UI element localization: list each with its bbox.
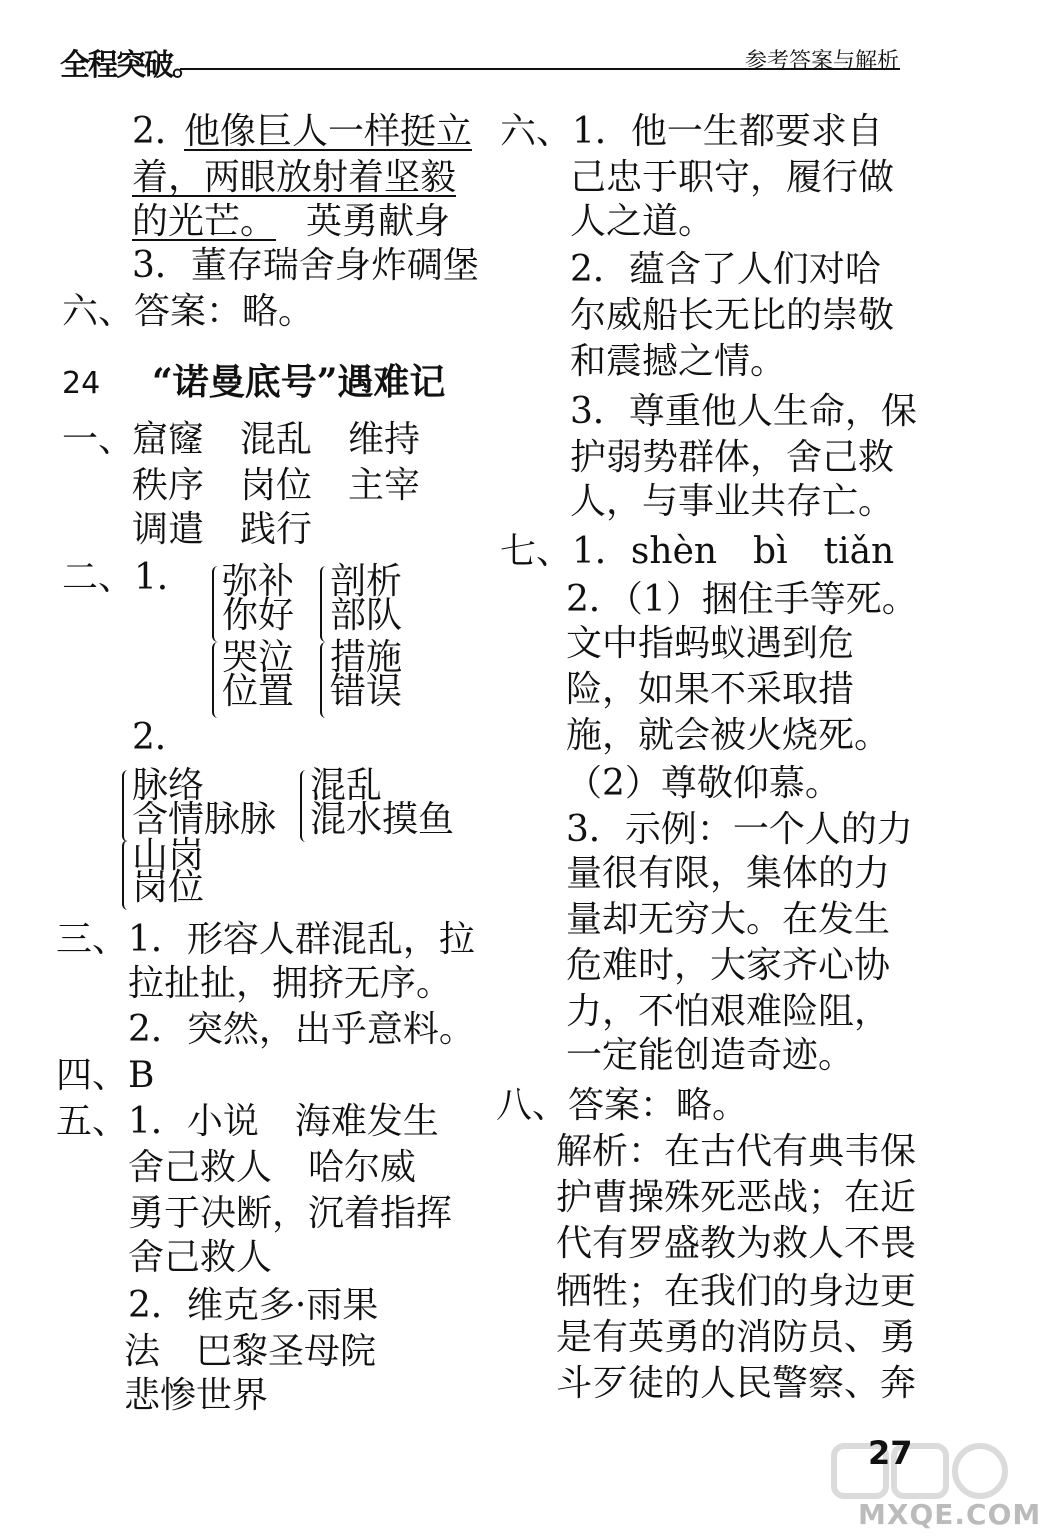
pair-1-b: 你好 bbox=[222, 595, 295, 636]
section-5-row-2: 舍己救人 哈尔威 bbox=[128, 1147, 417, 1188]
section-3-row-3: 2．突然，出乎意料。 bbox=[128, 1009, 475, 1050]
left-line-2: 着，两眼放射着坚毅 bbox=[132, 157, 457, 198]
right-line-15: （2）尊敬仰慕。 bbox=[566, 763, 841, 804]
section-4: 四、B bbox=[56, 1055, 155, 1096]
brace-1 bbox=[212, 566, 222, 642]
poly-1-a: 脉络 bbox=[132, 765, 205, 806]
right-line-25: 代有罗盛教为救人不畏 bbox=[556, 1223, 917, 1264]
right-line-27: 是有英勇的消防员、勇 bbox=[556, 1317, 917, 1358]
section-5-row-3: 勇于决断，沉着指挥 bbox=[128, 1193, 453, 1234]
section-3-row-2: 拉扯扯，拥挤无序。 bbox=[128, 963, 453, 1004]
section-1-row-3: 调遣 践行 bbox=[132, 509, 313, 550]
pair-4-b: 错误 bbox=[330, 671, 403, 712]
lesson-number: 24 bbox=[62, 366, 101, 401]
right-line-18: 量却无穷大。在发生 bbox=[566, 899, 891, 940]
right-line-12: 文中指蚂蚁遇到危 bbox=[566, 623, 855, 664]
right-line-7: 3．尊重他人生命，保 bbox=[570, 391, 917, 432]
right-line-13: 险，如果不采取措 bbox=[566, 669, 855, 710]
right-line-24: 护曹操殊死恶战；在近 bbox=[556, 1177, 917, 1218]
right-line-2: 己忠于职守，履行做 bbox=[570, 157, 895, 198]
right-line-19: 危难时，大家齐心协 bbox=[566, 945, 891, 986]
poly-2-a: 混乱 bbox=[310, 765, 383, 806]
brace-4 bbox=[320, 642, 330, 718]
right-line-26: 牺牲；在我们的身边更 bbox=[556, 1271, 917, 1312]
header-right-title: 参考答案与解析 bbox=[744, 49, 899, 74]
right-line-10: 七、1．shèn bì tiǎn bbox=[500, 531, 895, 572]
right-line-4: 2．蕴含了人们对哈 bbox=[570, 249, 881, 290]
pair-3-a: 哭泣 bbox=[222, 637, 295, 678]
section-1-row-2: 秩序 岗位 主宰 bbox=[132, 465, 421, 506]
section-5-row-5: 2．维克多·雨果 bbox=[128, 1285, 379, 1326]
watermark-text: MXQE.COM bbox=[858, 1498, 1041, 1531]
pair-2-a: 剖析 bbox=[330, 561, 403, 602]
brace-2 bbox=[320, 566, 330, 642]
section-2-item-2: 2． bbox=[132, 717, 191, 758]
poly-3-b: 岗位 bbox=[132, 867, 205, 908]
right-line-1: 六、1．他一生都要求自 bbox=[500, 111, 883, 152]
lesson-title: “诺曼底号”遇难记 bbox=[152, 361, 446, 403]
section-3-row-1: 三、1．形容人群混乱，拉 bbox=[56, 919, 475, 960]
right-line-28: 斗歹徒的人民警察、奔 bbox=[556, 1363, 917, 1404]
left-line-5: 六、答案：略。 bbox=[62, 291, 315, 332]
poly-1-b: 含情脉脉 bbox=[132, 799, 277, 840]
section-5-row-7: 悲惨世界 bbox=[124, 1375, 269, 1416]
left-line-1-num: 2． bbox=[132, 111, 191, 152]
pair-3-b: 位置 bbox=[222, 671, 295, 712]
section-1-label: 一、 bbox=[62, 419, 135, 460]
pair-4-a: 措施 bbox=[330, 637, 403, 678]
poly-3-a: 山岗 bbox=[132, 835, 205, 876]
left-line-3-text: 的光芒。 bbox=[132, 201, 277, 242]
pair-1-a: 弥补 bbox=[222, 561, 295, 602]
brace-5 bbox=[122, 770, 132, 842]
left-line-1-text: 他像巨人一样挺立 bbox=[184, 111, 473, 152]
poly-2-b: 混水摸鱼 bbox=[310, 799, 455, 840]
right-line-11: 2．（1）捆住手等死。 bbox=[566, 579, 918, 620]
brace-3 bbox=[212, 642, 222, 718]
right-line-20: 力，不怕艰难险阻， bbox=[566, 991, 891, 1032]
right-line-17: 量很有限，集体的力 bbox=[566, 853, 891, 894]
right-line-5: 尔威船长无比的崇敬 bbox=[570, 295, 895, 336]
brace-7 bbox=[122, 840, 132, 910]
right-line-6: 和震撼之情。 bbox=[570, 341, 787, 382]
page-number: 27 bbox=[868, 1434, 913, 1472]
right-line-23: 解析：在古代有典韦保 bbox=[556, 1131, 917, 1172]
right-line-9: 人，与事业共存亡。 bbox=[570, 481, 895, 522]
header-logo: 全程突破。 bbox=[60, 48, 200, 83]
section-5-row-1: 五、1．小说 海难发生 bbox=[56, 1101, 439, 1142]
right-line-22: 八、答案：略。 bbox=[496, 1085, 749, 1126]
right-line-3: 人之道。 bbox=[570, 201, 715, 242]
left-line-3-ans: 英勇献身 bbox=[306, 201, 451, 242]
section-2-label: 二、1． bbox=[62, 557, 193, 598]
pair-2-b: 部队 bbox=[330, 595, 403, 636]
section-5-row-6: 法 巴黎圣母院 bbox=[124, 1331, 377, 1372]
right-line-8: 护弱势群体，舍己救 bbox=[570, 437, 895, 478]
left-line-4: 3．董存瑞舍身炸碉堡 bbox=[132, 245, 479, 286]
section-5-row-4: 舍己救人 bbox=[128, 1237, 273, 1278]
right-line-14: 施，就会被火烧死。 bbox=[566, 715, 891, 756]
brace-6 bbox=[300, 770, 310, 842]
section-1-row-1: 窟窿 混乱 维持 bbox=[132, 419, 421, 460]
right-line-21: 一定能创造奇迹。 bbox=[566, 1035, 855, 1076]
right-line-16: 3．示例：一个人的力 bbox=[566, 809, 913, 850]
